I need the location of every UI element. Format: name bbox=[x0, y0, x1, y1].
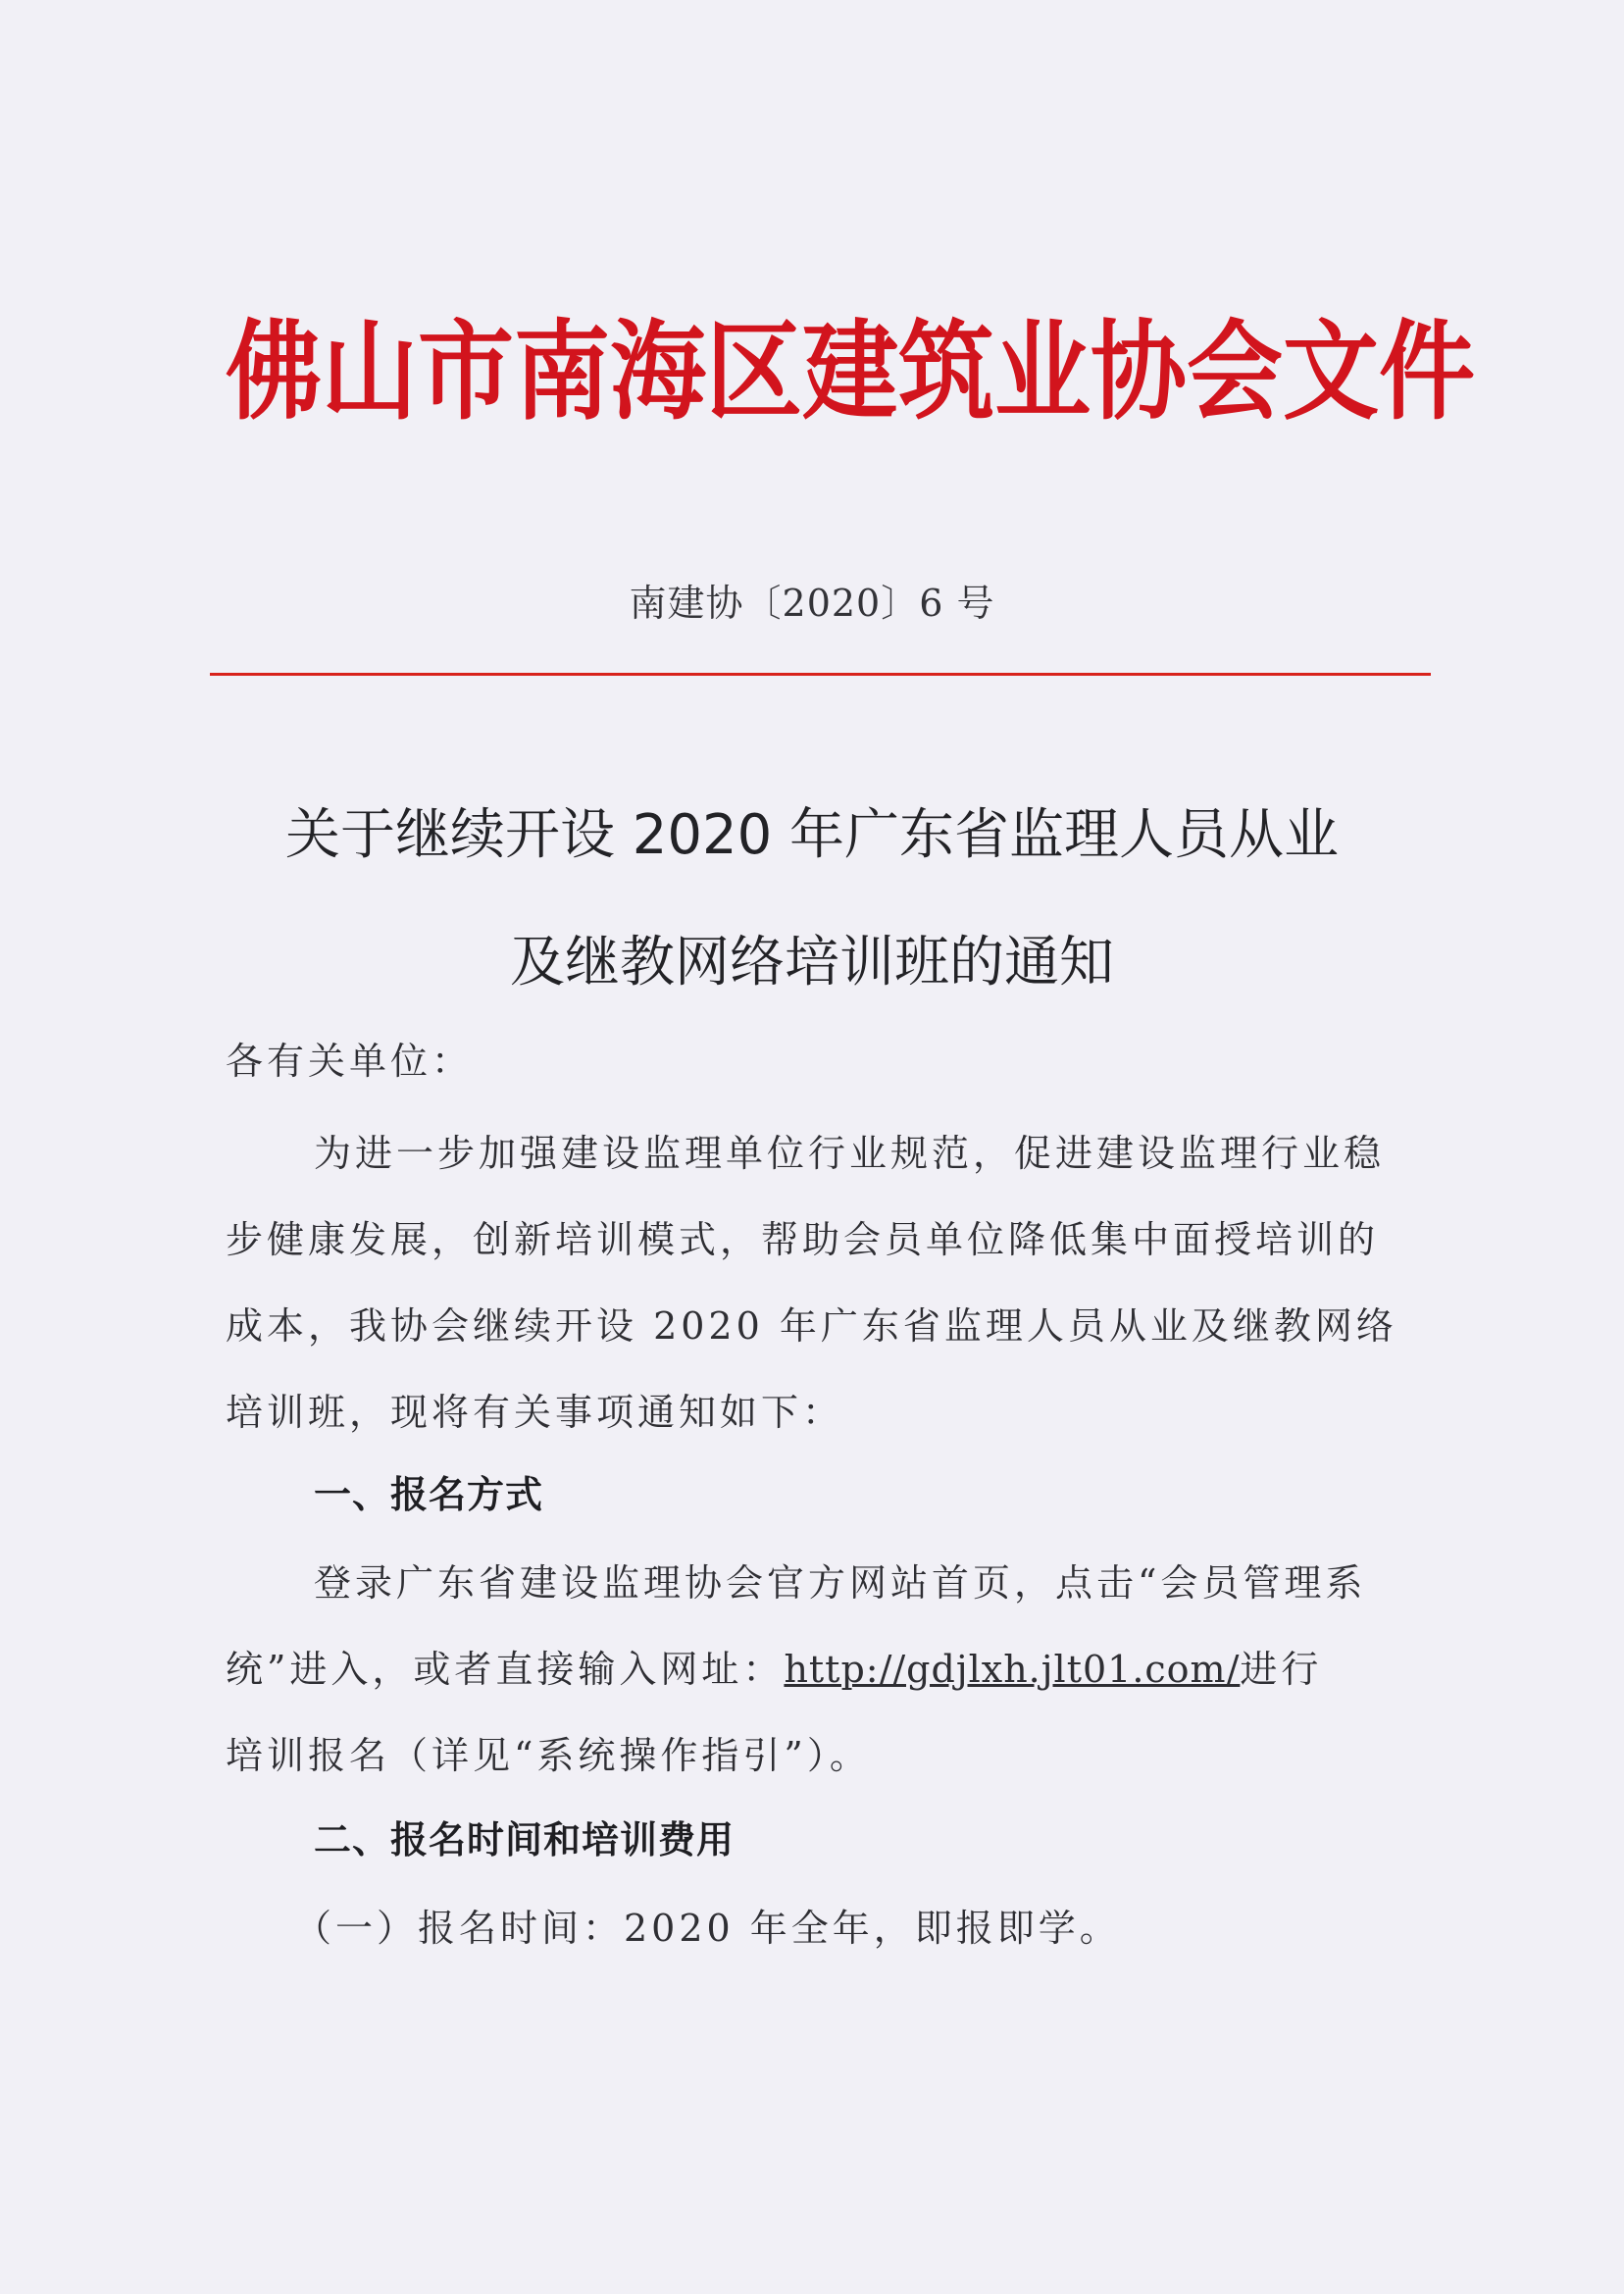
org-header-title: 佛山市南海区建筑业协会文件 bbox=[226, 310, 1476, 435]
notice-title-line-1: 关于继续开设 2020 年广东省监理人员从业 bbox=[284, 803, 1340, 867]
section-1-line-2-suffix: 进行 bbox=[1240, 1648, 1323, 1691]
section-1-line-2 bbox=[226, 1640, 1432, 1699]
section-1-line-3: 培训报名（详见“系统操作指引”）。 bbox=[226, 1734, 871, 1777]
section-2-heading: 二、报名时间和培训费用 bbox=[314, 1818, 736, 1861]
document-number: 南建协〔2020〕6 号 bbox=[629, 582, 995, 625]
intro-line-4: 培训班，现将有关事项通知如下： bbox=[226, 1391, 844, 1434]
intro-line-2: 步健康发展，创新培训模式，帮助会员单位降低集中面授培训的 bbox=[226, 1218, 1380, 1261]
notice-title-line-2: 及继教网络培训班的通知 bbox=[510, 931, 1114, 994]
red-divider bbox=[210, 673, 1431, 676]
registration-url-link[interactable]: http://gdjlxh.jlt01.com/ bbox=[784, 1648, 1241, 1691]
intro-line-1: 为进一步加强建设监理单位行业规范，促进建设监理行业稳 bbox=[314, 1132, 1386, 1175]
section-2-item-1: （一）报名时间：2020 年全年，即报即学。 bbox=[294, 1907, 1121, 1950]
section-1-line-2-prefix: 统”进入，或者直接输入网址： bbox=[226, 1648, 785, 1691]
salutation: 各有关单位： bbox=[226, 1040, 474, 1083]
section-1-heading: 一、报名方式 bbox=[314, 1473, 544, 1516]
intro-line-3: 成本，我协会继续开设 2020 年广东省监理人员从业及继教网络 bbox=[226, 1304, 1397, 1348]
section-1-line-1: 登录广东省建设监理协会官方网站首页，点击“会员管理系 bbox=[314, 1561, 1367, 1605]
